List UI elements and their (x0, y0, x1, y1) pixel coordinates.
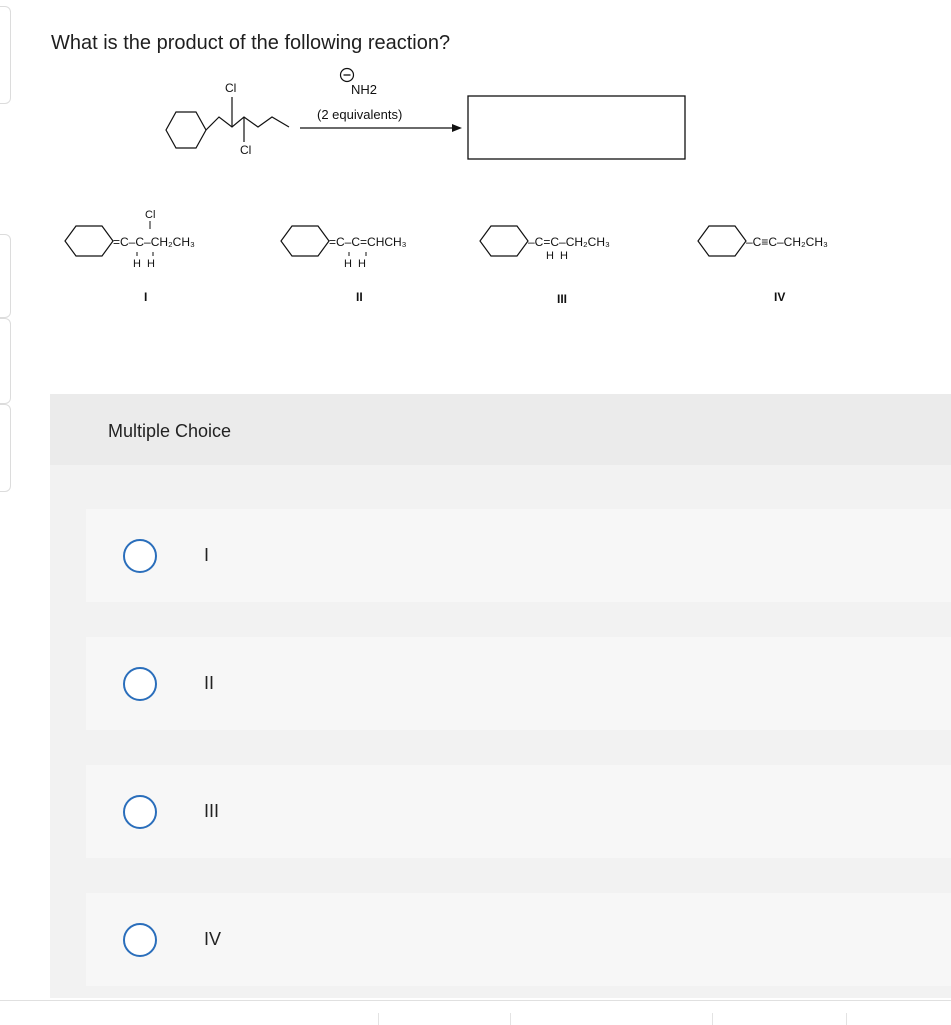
choice-option-ii[interactable] (86, 637, 951, 730)
radio-button[interactable] (123, 667, 157, 701)
reactant-cl-top: Cl (225, 81, 237, 95)
reactant-cl-bottom: Cl (240, 143, 252, 157)
option-iv-chain: –C≡C–CH₂CH₃ (746, 235, 828, 249)
reagent-charge-icon (341, 69, 354, 82)
multiple-choice-header (50, 394, 951, 465)
toolbar-divider (510, 1013, 511, 1025)
option-iii-hydrogens: H H (546, 250, 568, 262)
side-tab-middle-2 (0, 318, 11, 404)
option-iii-structure (480, 226, 528, 256)
bottom-toolbar (0, 1000, 951, 1025)
multiple-choice-title: Multiple Choice (108, 421, 232, 441)
option-i-numeral: I (144, 290, 148, 304)
choice-option-iv[interactable] (86, 893, 951, 986)
reagent-nh2: NH2 (351, 82, 378, 97)
reagent-conditions: (2 equivalents) (317, 107, 403, 122)
option-ii-numeral: II (356, 290, 363, 304)
multiple-choice-panel (50, 394, 951, 998)
radio-button[interactable] (123, 923, 157, 957)
reaction-arrow-icon (300, 124, 462, 132)
choice-option-i[interactable] (86, 509, 951, 602)
toolbar-divider (378, 1013, 379, 1025)
reactant-structure (166, 97, 289, 148)
option-iii-numeral: III (557, 292, 568, 306)
option-iv-structure (698, 226, 746, 256)
choice-label: III (204, 801, 220, 821)
option-ii-chain: =C–C=CHCH₃ (329, 235, 407, 249)
choice-label: II (204, 673, 215, 693)
option-iii-chain: –C=C–CH₂CH₃ (528, 235, 610, 249)
toolbar-divider (712, 1013, 713, 1025)
reaction-figure (0, 0, 951, 330)
radio-button[interactable] (123, 795, 157, 829)
option-ii-hydrogens: H H (344, 258, 366, 270)
radio-button[interactable] (123, 539, 157, 573)
question-text: What is the product of the following reaction? (51, 32, 451, 54)
option-i-chain: =C–C–CH₂CH₃ (113, 235, 195, 249)
product-box (468, 96, 685, 159)
option-i-hydrogens: H H (133, 258, 155, 270)
choice-label: I (204, 545, 210, 565)
side-tab-middle-3 (0, 404, 11, 492)
option-i-cl: Cl (145, 209, 156, 221)
option-iv-numeral: IV (774, 290, 786, 304)
toolbar-divider (846, 1013, 847, 1025)
choice-label: IV (204, 929, 222, 949)
choice-option-iii[interactable] (86, 765, 951, 858)
